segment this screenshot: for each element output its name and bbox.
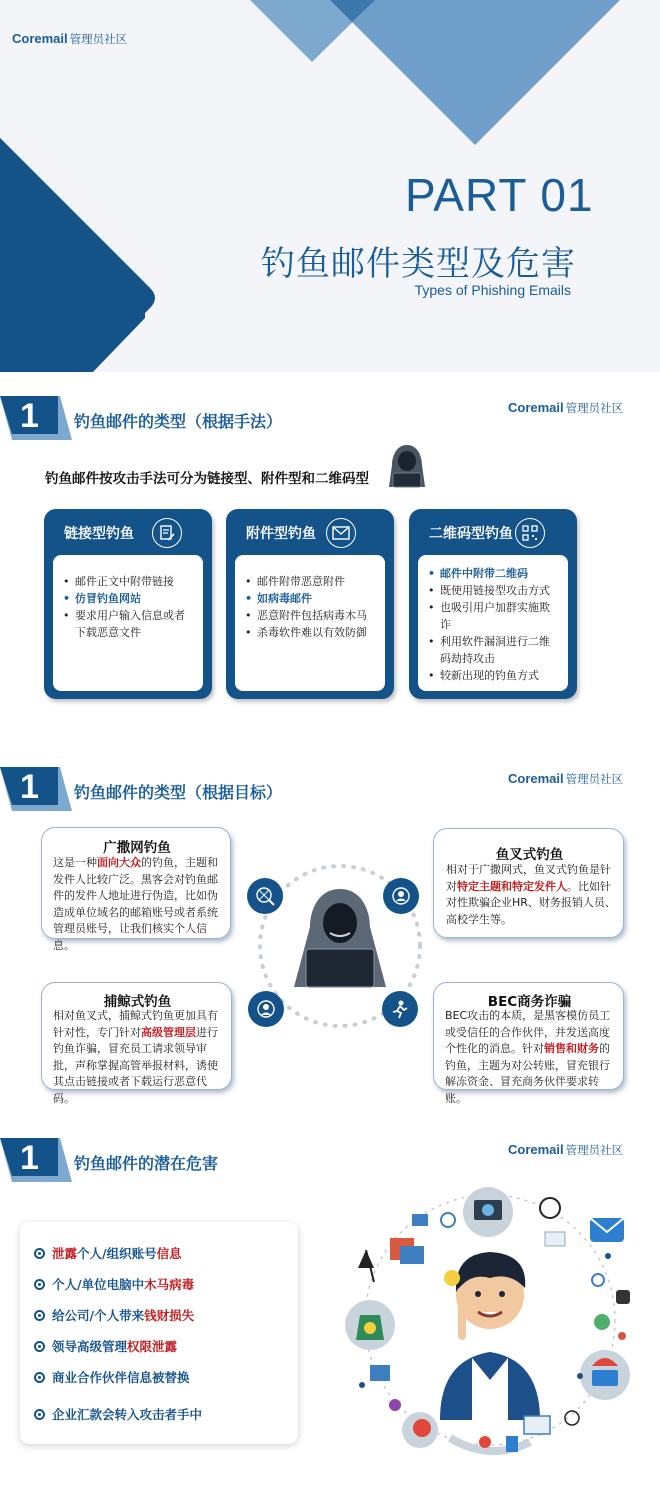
user-target-icon xyxy=(383,878,419,914)
box-title: 广撒网钓鱼 xyxy=(103,840,171,856)
box-title: 捕鲸式钓鱼 xyxy=(103,994,172,1010)
card-title: 附件型钓鱼 xyxy=(246,526,316,542)
list-item: • 杀毒软件难以有效防御 xyxy=(245,624,377,641)
list-item: • 较新出现的钓鱼方式 xyxy=(428,667,560,684)
card-body xyxy=(235,555,385,691)
list-item: • 既使用链接型攻击方式 xyxy=(428,582,560,599)
section-title: 钓鱼邮件的类型（根据目标） xyxy=(74,783,283,802)
qr-code-icon xyxy=(515,518,545,548)
brand-logo: Coremail 管理员社区 xyxy=(12,31,128,46)
risk-item: 泄露 个人/组织账号 信息 xyxy=(34,1244,182,1262)
risk-item: 给公司/个人带来 钱财损失 xyxy=(34,1306,194,1324)
list-item: • 要求用户输入信息或者下载恶意文件 xyxy=(63,607,195,641)
box-title: 鱼叉式钓鱼 xyxy=(495,847,564,863)
hero-banner xyxy=(0,0,660,372)
phishing-card-link xyxy=(44,509,212,699)
card-body xyxy=(53,555,203,691)
hacker-icon xyxy=(385,443,429,489)
executive-icon xyxy=(248,991,284,1027)
risk-item: 商业合作伙伴信息被替换 xyxy=(34,1368,190,1386)
brand-logo: Coremail 管理员社区 xyxy=(508,771,624,786)
phishing-card-attachment xyxy=(226,509,394,699)
business-fraud-icon xyxy=(382,991,418,1027)
card-title: 二维码型钓鱼 xyxy=(429,526,513,542)
box-text: BEC攻击的本质，是黑客模仿员工或受信任的合作伙伴，并发送高度个性化的消息。针对销售和财务的钓鱼，主题为对公转账，冒充银行解冻资金、冒充商务伙伴要求转账。 xyxy=(445,1009,611,1105)
hero-subtitle: Types of Phishing Emails xyxy=(414,282,571,298)
list-item: • 仿冒钓鱼网站 xyxy=(63,590,195,607)
risk-item: 企业汇款会转入攻击者手中 xyxy=(34,1405,202,1423)
list-item: • 利用软件漏洞进行二维码劫持攻击 xyxy=(428,633,560,667)
target-box-bec xyxy=(433,982,624,1105)
list-item: • 邮件中附带二维码 xyxy=(428,565,560,582)
envelope-icon xyxy=(326,518,356,548)
section-title: 钓鱼邮件的潜在危害 xyxy=(74,1154,219,1173)
box-text: 相对鱼叉式，捕鲸式钓鱼更加具有针对性，专门针对高级管理层进行钓鱼诈骗，冒充员工请求领导审批，声称掌握高管举报材料，诱使其点击链接或者下载运行恶意代码。 xyxy=(53,1009,218,1105)
security-illustration xyxy=(340,1180,640,1465)
section-number: 1 xyxy=(20,1139,39,1177)
box-text: 相对于广撒网式，鱼叉式钓鱼是针对特定主题和特定发件人。比如针对性欺骗企业HR、财务报销人员、高校学生等。 xyxy=(446,863,616,926)
list-item: • 恶意附件包括病毒木马 xyxy=(245,607,377,624)
list-item: • 邮件正文中附带链接 xyxy=(63,573,195,590)
brand-logo: Coremail 管理员社区 xyxy=(508,400,624,415)
target-box-broad xyxy=(41,827,231,952)
phishing-card-qrcode xyxy=(409,509,577,699)
hero-title: 钓鱼邮件类型及危害 xyxy=(261,244,576,284)
section-intro: 钓鱼邮件按攻击手法可分为链接型、附件型和二维码型 xyxy=(45,471,369,487)
list-item: • 如病毒邮件 xyxy=(245,590,377,607)
section-number: 1 xyxy=(20,768,39,806)
section-number: 1 xyxy=(20,397,39,435)
risk-item: 个人/单位电脑中 木马病毒 xyxy=(34,1275,194,1293)
card-title: 链接型钓鱼 xyxy=(64,526,134,542)
brand-logo: Coremail 管理员社区 xyxy=(508,1142,624,1157)
card-body xyxy=(418,555,568,691)
target-box-whale xyxy=(41,982,232,1105)
list-item: • 也吸引用户加群实施欺诈 xyxy=(428,599,560,633)
target-box-spear xyxy=(433,828,624,938)
section-title: 钓鱼邮件的类型（根据手法） xyxy=(74,412,283,431)
list-item: • 邮件附带恶意附件 xyxy=(245,573,377,590)
box-text: 这是一种面向大众的钓鱼，主题和发件人比较广泛。黑客会对钓鱼邮件的发件人地址进行伪造，比如伪造成单位域名的邮箱账号或者系统管理员账号，让我们核实个人信息。 xyxy=(53,856,218,952)
part-label: PART 01 xyxy=(405,169,594,221)
hacker-illustration xyxy=(290,887,390,989)
risk-item: 领导高级管理 权限泄露 xyxy=(34,1337,177,1355)
document-pen-icon xyxy=(152,518,182,548)
box-title: BEC商务诈骗 xyxy=(487,994,572,1010)
fishing-net-icon xyxy=(247,878,283,914)
